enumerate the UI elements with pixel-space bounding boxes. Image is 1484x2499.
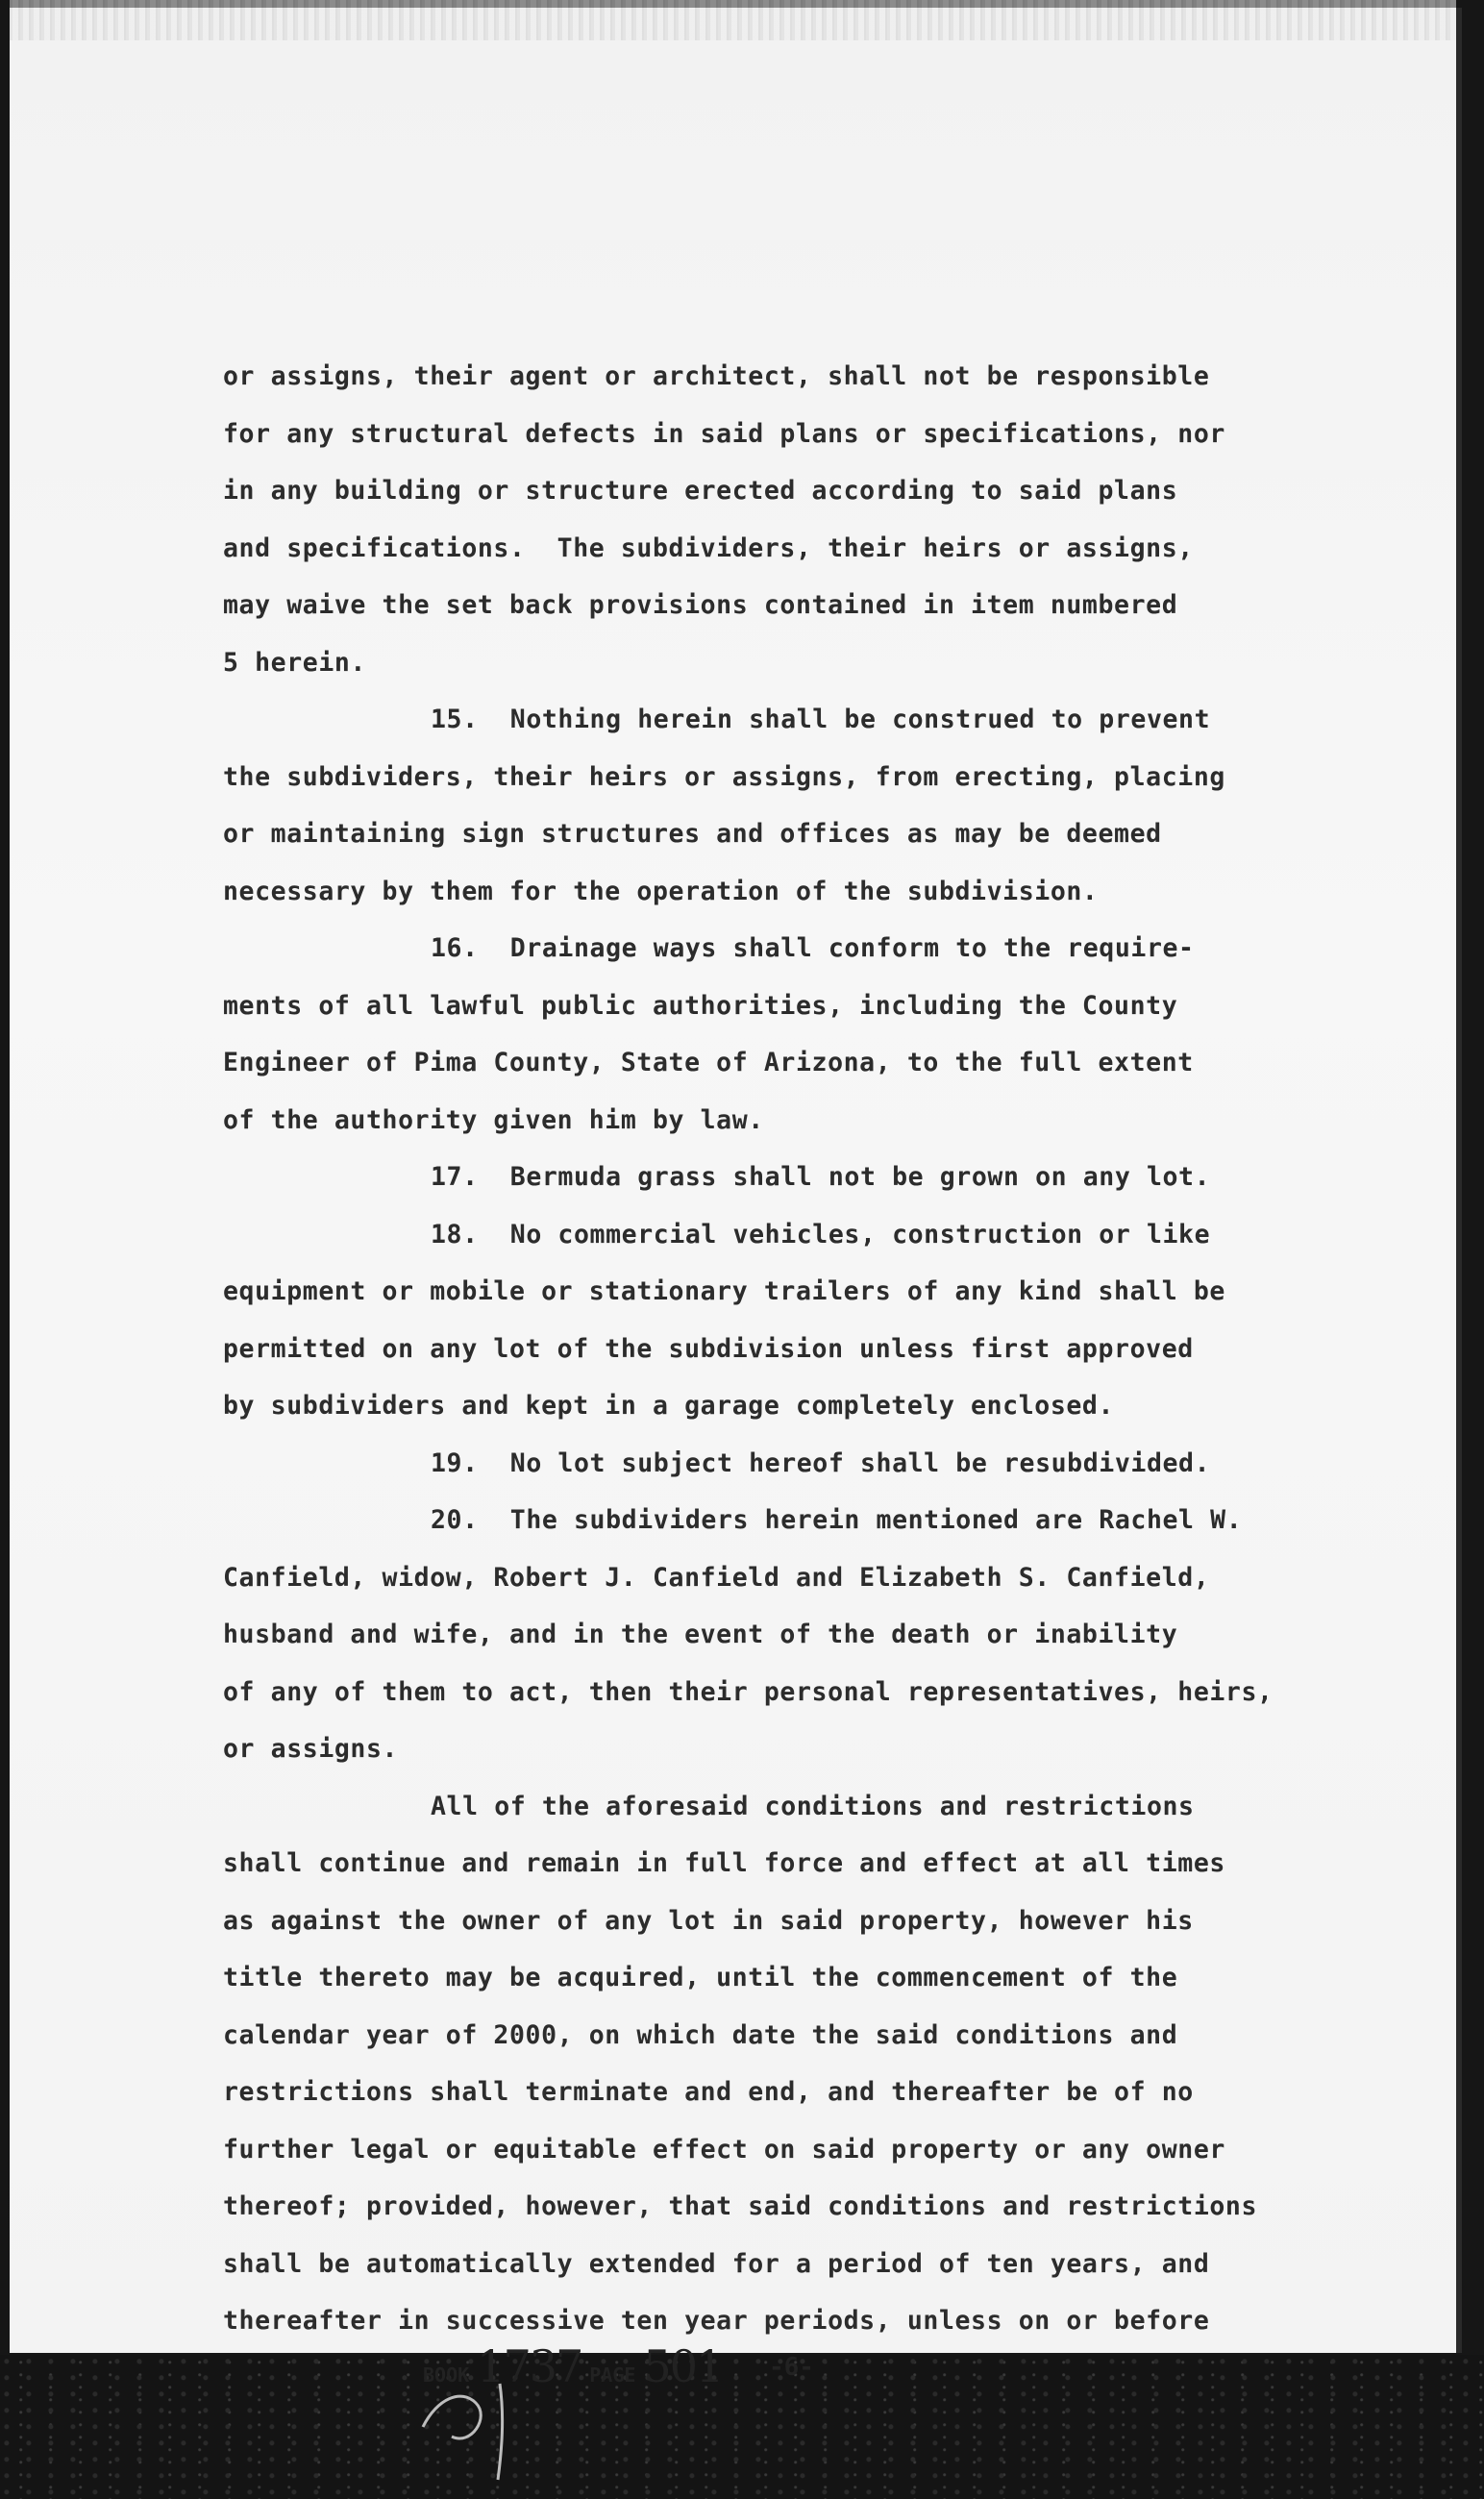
text-line: in any building or structure erected according to said plans [223, 476, 1178, 506]
sheet-top-edge [10, 0, 1456, 40]
text-line: restrictions shall terminate and end, and thereafter be of no [223, 2077, 1194, 2107]
text-line: or assigns, their agent or architect, shall not be responsible [223, 361, 1210, 391]
text-line: necessary by them for the operation of the subdivision. [223, 876, 1099, 906]
text-line: or assigns. [223, 1734, 399, 1764]
text-line: 19. No lot subject hereof shall be resubdivided. [431, 1447, 1211, 1478]
text-line: the subdividers, their heirs or assigns, from erecting, placing [223, 761, 1225, 792]
text-line: further legal or equitable effect on said property or any owner [223, 2134, 1225, 2165]
document-body [223, 348, 1357, 2350]
text-line: shall continue and remain in full force and effect at all times [223, 1848, 1225, 1878]
text-line: husband and wife, and in the event of the death or inability [223, 1620, 1178, 1649]
text-line: thereafter in successive ten year periods, unless on or before [223, 2306, 1210, 2336]
text-line: 18. No commercial vehicles, construction or like [431, 1219, 1211, 1250]
text-line: 20. The subdividers herein mentioned are Rachel W. [431, 1505, 1243, 1535]
sheet-number: -6- [769, 2353, 814, 2382]
text-line: of any of them to act, then their personal representatives, heirs, [223, 1676, 1274, 1707]
text-line: 17. Bermuda grass shall not be grown on any lot. [431, 1162, 1211, 1192]
text-line: and specifications. The subdividers, their heirs or assigns, [223, 532, 1194, 563]
text-line: by subdividers and kept in a garage completely enclosed. [223, 1391, 1115, 1421]
scanner-bed-edge [0, 2355, 1484, 2499]
text-line: Canfield, widow, Robert J. Canfield and Elizabeth S. Canfield, [223, 1562, 1210, 1593]
text-line: 16. Drainage ways shall conform to the require- [431, 933, 1195, 963]
text-line: ments of all lawful public authorities, including the County [223, 990, 1178, 1021]
text-line: or maintaining sign structures and offices as may be deemed [223, 819, 1162, 849]
recording-stamp [423, 2340, 722, 2392]
text-line: shall be automatically extended for a period of ten years, and [223, 2248, 1210, 2279]
page-label: PAGE [589, 2363, 636, 2387]
text-line: permitted on any lot of the subdivision unless first approved [223, 1333, 1194, 1364]
book-number: 1737 [477, 2340, 582, 2392]
text-line: equipment or mobile or stationary trailers of any kind shall be [223, 1276, 1225, 1306]
text-line: All of the aforesaid conditions and restrictions [431, 1791, 1195, 1821]
text-line: 5 herein. [223, 647, 366, 678]
text-line: may waive the set back provisions contained in item numbered [223, 590, 1178, 620]
text-line: Engineer of Pima County, State of Arizona, to the full extent [223, 1048, 1194, 1077]
text-line: as against the owner of any lot in said property, however his [223, 1905, 1194, 1936]
text-line: of the authority given him by law. [223, 1104, 764, 1135]
book-label: BOOK [423, 2363, 470, 2387]
text-line: calendar year of 2000, on which date the said conditions and [223, 2019, 1178, 2050]
page-number-stamp: 501 [643, 2340, 723, 2392]
text-line: title thereto may be acquired, until the commencement of the [223, 1963, 1178, 1992]
text-line: for any structural defects in said plans or specifications, nor [223, 418, 1225, 449]
text-line: thereof; provided, however, that said conditions and restrictions [223, 2191, 1258, 2221]
text-line: 15. Nothing herein shall be construed to prevent [431, 705, 1211, 734]
